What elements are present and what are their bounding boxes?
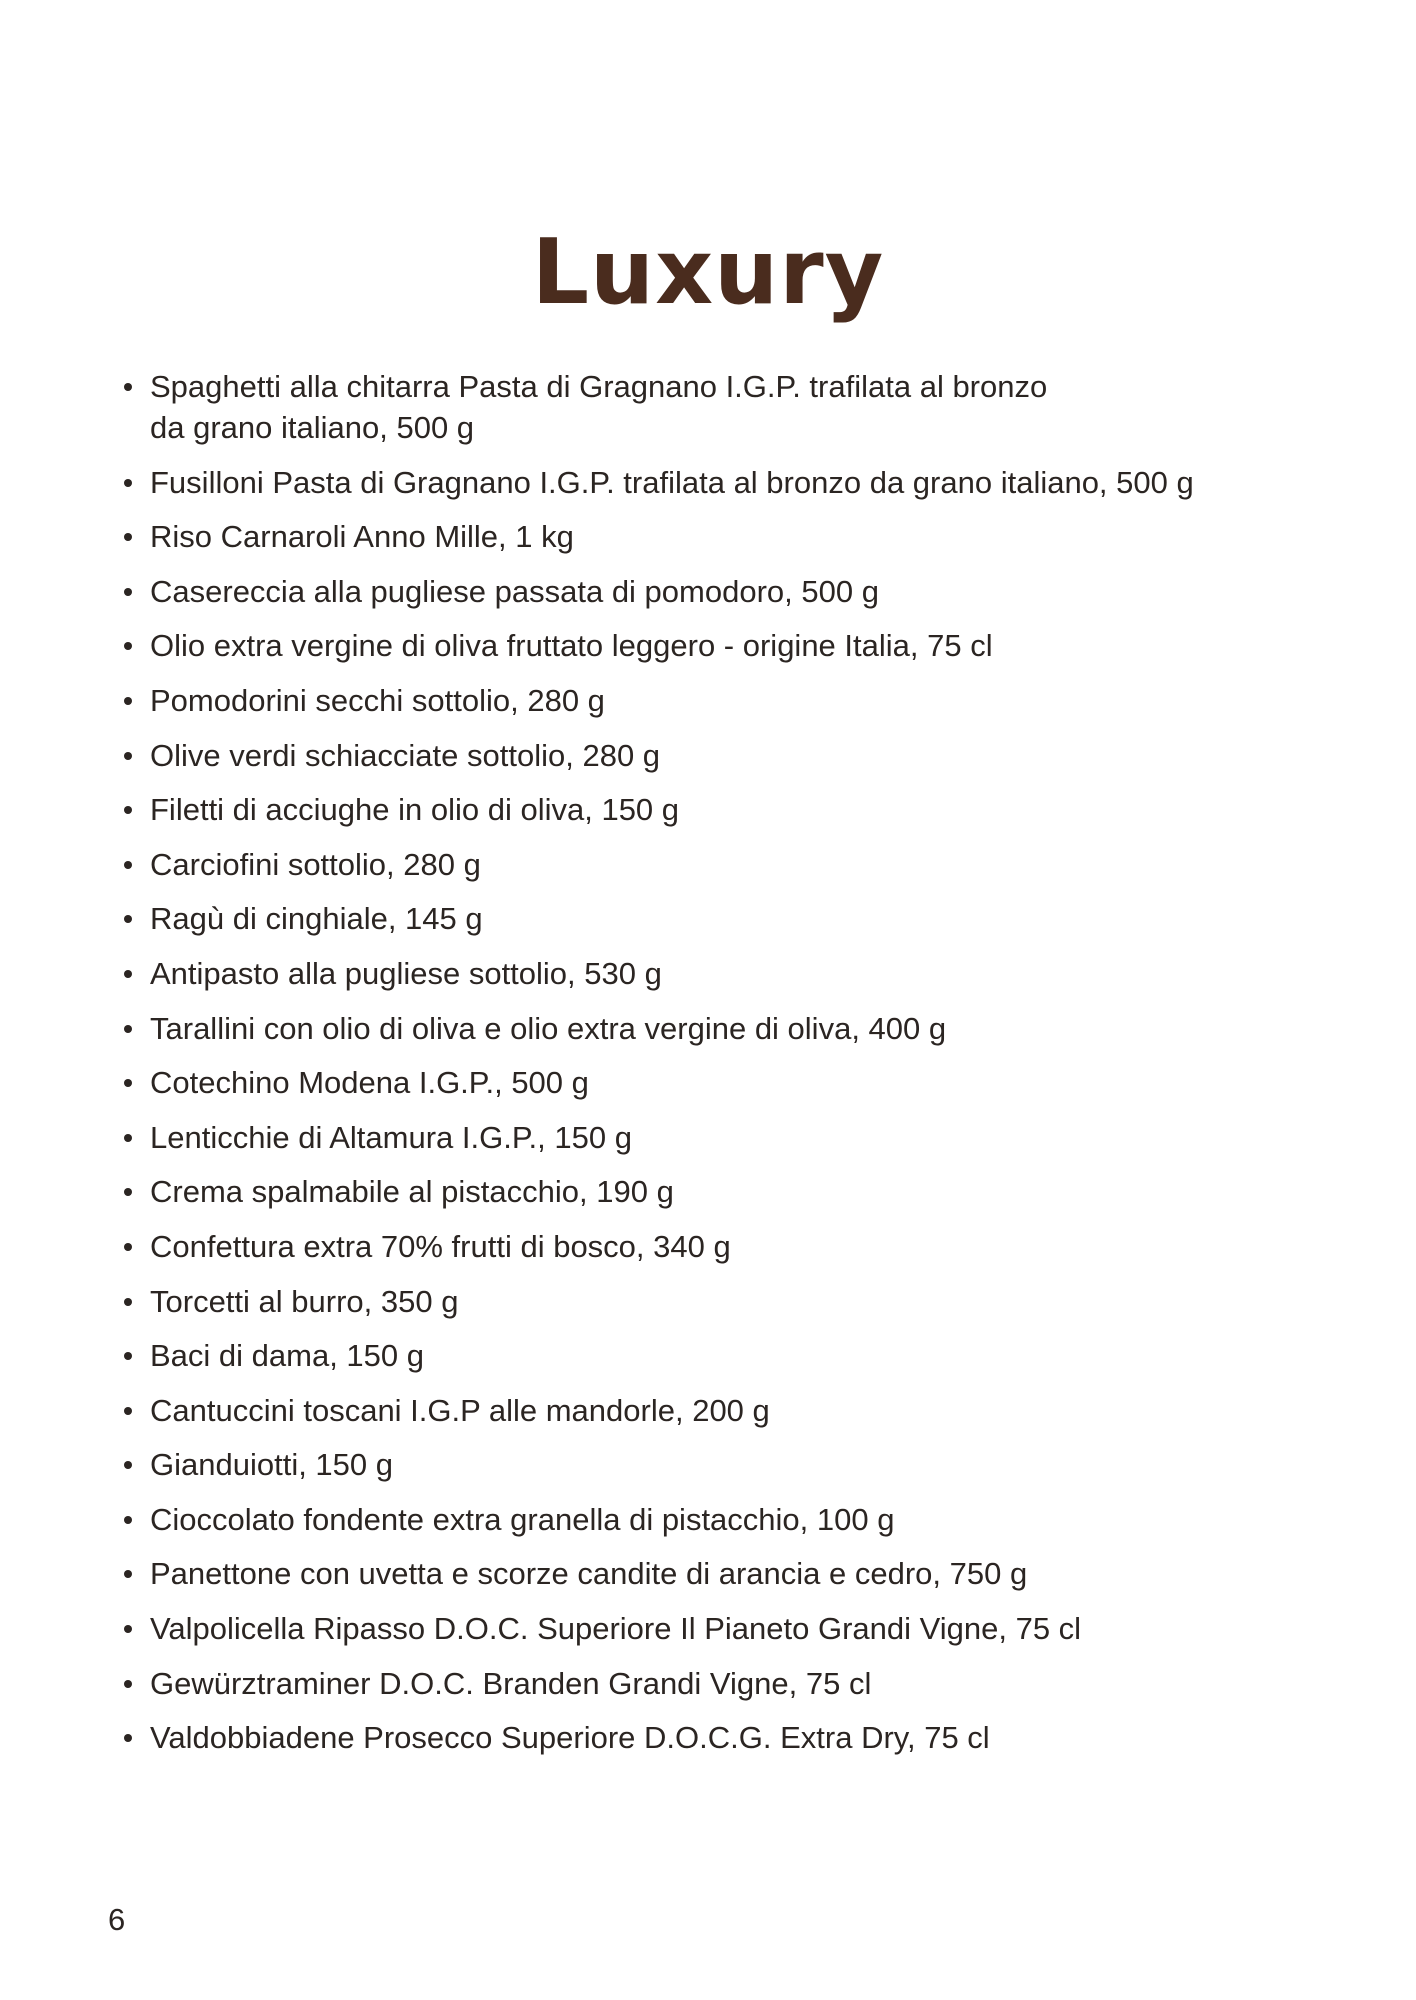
list-item-text: Antipasto alla pugliese sottolio, 530 g: [150, 955, 662, 991]
list-item-text: Carciofini sottolio, 280 g: [150, 846, 481, 882]
list-item: [118, 1335, 1298, 1376]
bullet-icon: [124, 1407, 132, 1415]
bullet-icon: [124, 383, 132, 391]
list-item-text: Olio extra vergine di oliva fruttato leggero - origine Italia, 75 cl: [150, 628, 993, 664]
list-item: [118, 844, 1298, 885]
list-item-text: Tarallini con olio di oliva e olio extra vergine di oliva, 400 g: [150, 1010, 947, 1046]
bullet-icon: [124, 1734, 132, 1742]
list-item: [118, 516, 1298, 557]
bullet-icon: [124, 752, 132, 760]
bullet-icon: [124, 642, 132, 650]
bullet-icon: [124, 1570, 132, 1578]
list-item: [118, 1608, 1298, 1649]
list-item: [118, 1171, 1298, 1212]
list-item: [118, 1663, 1298, 1704]
list-item-text: Fusilloni Pasta di Gragnano I.G.P. trafilata al bronzo da grano italiano, 500 g: [150, 464, 1194, 500]
list-item-text: Riso Carnaroli Anno Mille, 1 kg: [150, 519, 574, 555]
bullet-icon: [124, 1516, 132, 1524]
list-item-text: Torcetti al burro, 350 g: [150, 1283, 459, 1319]
list-item: [118, 1117, 1298, 1158]
list-item: [118, 1008, 1298, 1049]
page-title: Luxury: [531, 220, 885, 326]
bullet-icon: [124, 1025, 132, 1033]
list-item-text: Panettone con uvetta e scorze candite di arancia e cedro, 750 g: [150, 1556, 1028, 1592]
bullet-icon: [124, 479, 132, 487]
list-item: [118, 625, 1298, 666]
list-item-text: Gianduiotti, 150 g: [150, 1447, 394, 1483]
list-item: [118, 1553, 1298, 1594]
list-item: [118, 1444, 1298, 1485]
bullet-icon: [124, 1461, 132, 1469]
list-item-text: Gewürztraminer D.O.C. Branden Grandi Vigne, 75 cl: [150, 1665, 872, 1701]
bullet-icon: [124, 915, 132, 923]
list-item: [118, 953, 1298, 994]
list-item: [118, 571, 1298, 612]
bullet-icon: [124, 1243, 132, 1251]
list-item: [118, 1062, 1298, 1103]
list-item: [118, 1499, 1298, 1540]
list-item: [118, 1717, 1298, 1758]
list-item: [118, 462, 1298, 503]
list-item-text: Valdobbiadene Prosecco Superiore D.O.C.G. Extra Dry, 75 cl: [150, 1720, 990, 1756]
bullet-icon: [124, 1188, 132, 1196]
list-item-text-continued: da grano italiano, 500 g: [150, 410, 475, 445]
bullet-icon: [124, 861, 132, 869]
list-item-text: Olive verdi schiacciate sottolio, 280 g: [150, 737, 661, 773]
list-item-text: Cotechino Modena I.G.P., 500 g: [150, 1065, 589, 1101]
bullet-icon: [124, 1680, 132, 1688]
list-item-text: Filetti di acciughe in olio di oliva, 150 g: [150, 792, 680, 828]
list-item: [118, 366, 1298, 448]
list-item: [118, 1281, 1298, 1322]
list-item-text: Confettura extra 70% frutti di bosco, 340 g: [150, 1228, 731, 1264]
bullet-icon: [124, 1298, 132, 1306]
list-item-text: Baci di dama, 150 g: [150, 1338, 425, 1374]
product-list: [118, 366, 1298, 1772]
list-item: [118, 1226, 1298, 1267]
bullet-icon: [124, 1352, 132, 1360]
bullet-icon: [124, 970, 132, 978]
list-item-text: Valpolicella Ripasso D.O.C. Superiore Il Pianeto Grandi Vigne, 75 cl: [150, 1611, 1082, 1647]
bullet-icon: [124, 1625, 132, 1633]
list-item-text: Cantuccini toscani I.G.P alle mandorle, 200 g: [150, 1392, 770, 1428]
list-item: [118, 680, 1298, 721]
list-item: [118, 898, 1298, 939]
bullet-icon: [124, 1134, 132, 1142]
list-item-text: Cioccolato fondente extra granella di pistacchio, 100 g: [150, 1501, 895, 1537]
list-item-text: Lenticchie di Altamura I.G.P., 150 g: [150, 1119, 632, 1155]
list-item: [118, 735, 1298, 776]
bullet-icon: [124, 806, 132, 814]
bullet-icon: [124, 1079, 132, 1087]
list-item-text: Crema spalmabile al pistacchio, 190 g: [150, 1174, 674, 1210]
bullet-icon: [124, 588, 132, 596]
list-item-text: Spaghetti alla chitarra Pasta di Gragnano I.G.P. trafilata al bronzo: [150, 369, 1048, 404]
list-item-text: Casereccia alla pugliese passata di pomodoro, 500 g: [150, 573, 879, 609]
bullet-icon: [124, 533, 132, 541]
bullet-icon: [124, 697, 132, 705]
list-item: [118, 789, 1298, 830]
list-item-text: Pomodorini secchi sottolio, 280 g: [150, 682, 605, 718]
list-item-text: Ragù di cinghiale, 145 g: [150, 901, 483, 937]
list-item: [118, 1390, 1298, 1431]
page-number: 6: [108, 1902, 126, 1937]
